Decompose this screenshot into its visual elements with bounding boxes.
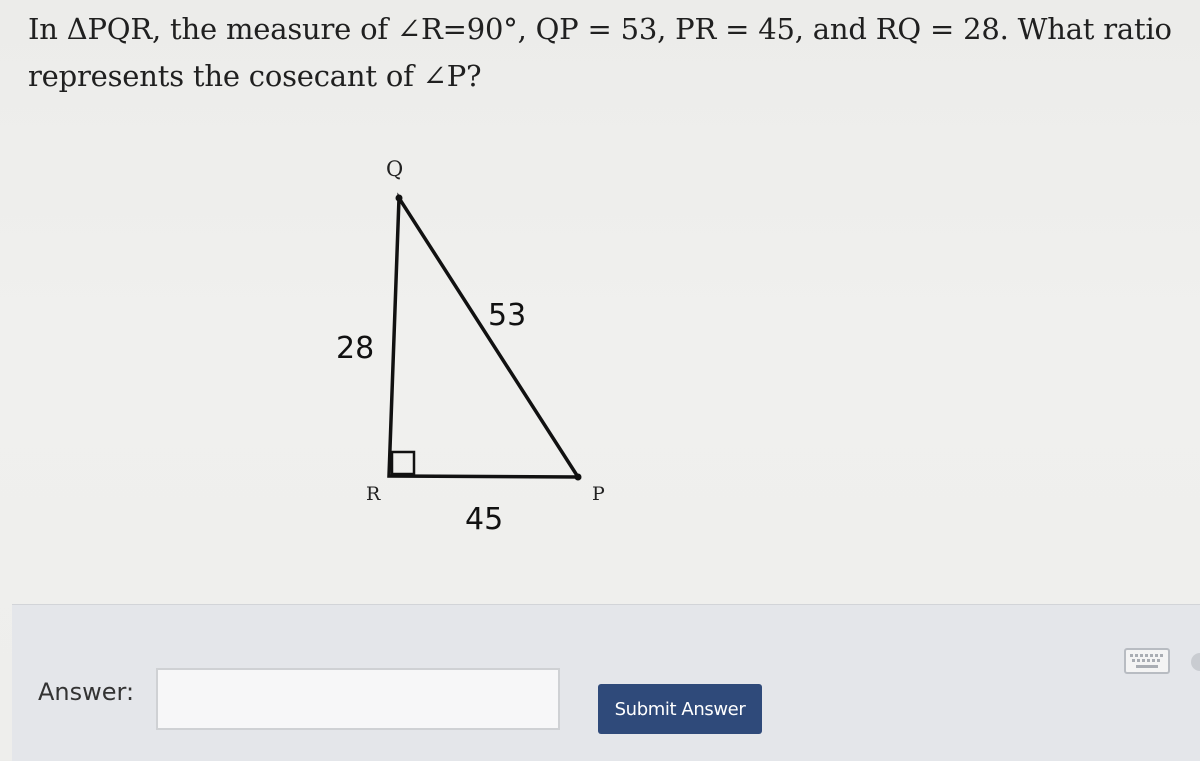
answer-label: Answer: — [38, 678, 135, 706]
vertex-q-dot — [396, 195, 403, 202]
vertex-p-dot — [575, 474, 582, 481]
circle-icon[interactable] — [1186, 652, 1200, 672]
vertex-label-r: R — [366, 483, 381, 505]
side-label-rq: 28 — [336, 331, 375, 366]
question-line-2: represents the cosecant of ∠P? — [28, 59, 482, 93]
answer-input[interactable] — [156, 668, 560, 730]
right-angle-marker — [392, 452, 414, 474]
side-label-pr: 45 — [465, 502, 504, 537]
submit-answer-button[interactable]: Submit Answer — [598, 684, 762, 734]
vertex-label-q: Q — [386, 157, 404, 181]
keyboard-icon[interactable] — [1124, 648, 1170, 674]
triangle-pqr — [389, 198, 578, 477]
vertex-label-p: P — [592, 483, 605, 505]
question-line-1: In ΔPQR, the measure of ∠R=90°, QP = 53, PR = 45, and RQ = 28. What ratio — [28, 12, 1172, 46]
side-label-qp: 53 — [488, 298, 527, 333]
